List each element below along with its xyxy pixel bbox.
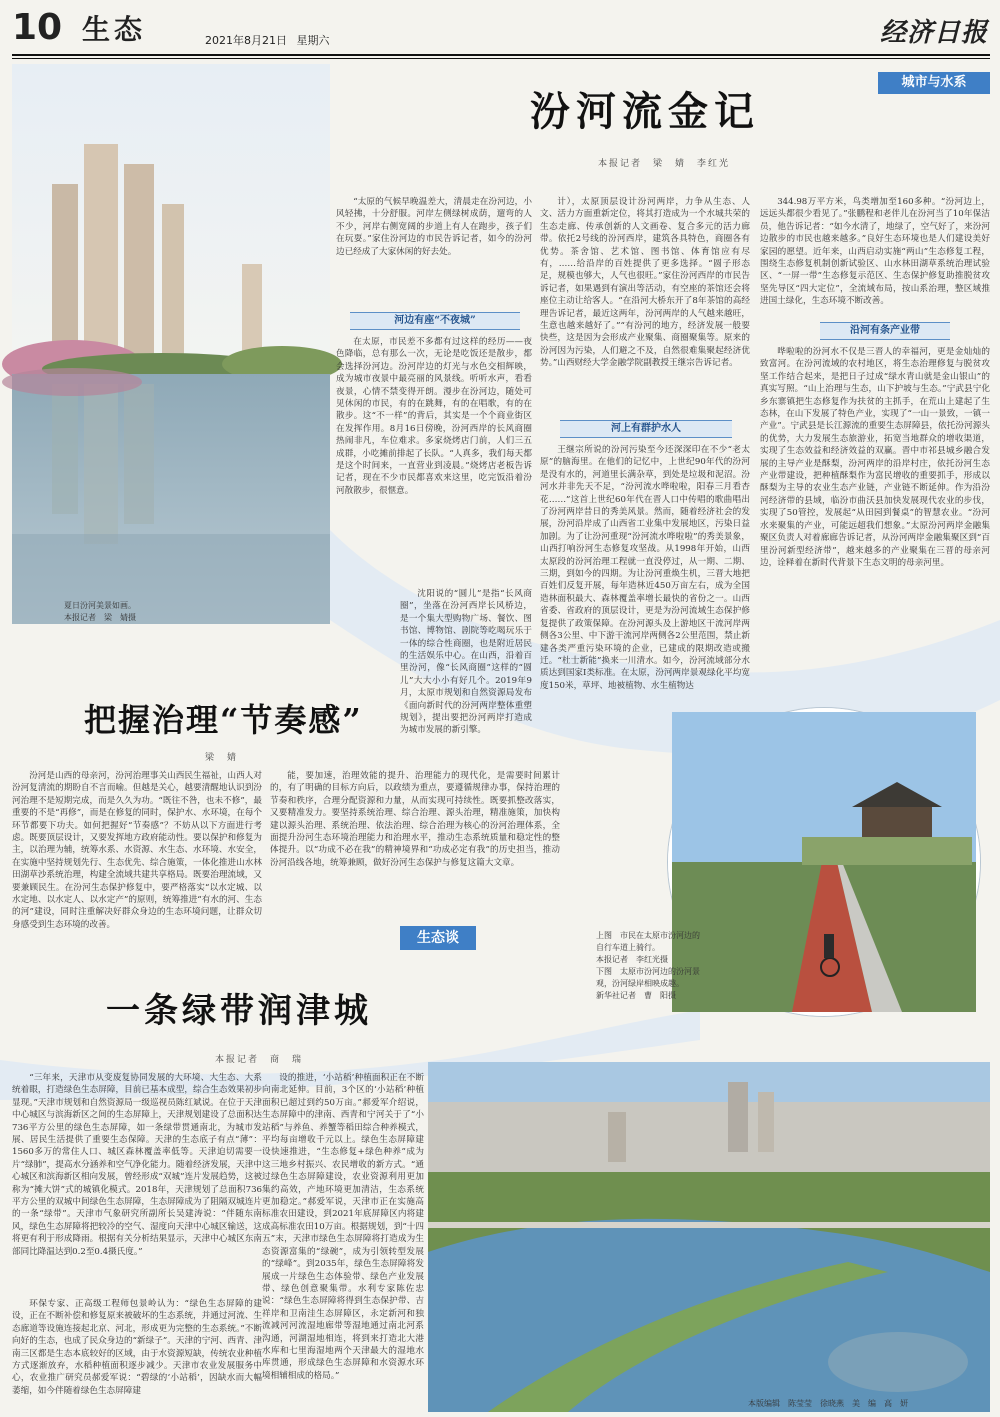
photo-aerial-green-belt <box>428 1062 990 1412</box>
header-rule <box>12 54 990 56</box>
date-text: 2021年8月21日 <box>205 34 287 47</box>
article1-subhead-1: 河边有座“不夜城” <box>350 312 520 330</box>
article1-intro <box>336 196 532 306</box>
article1-subhead-3: 沿河有条产业带 <box>820 322 950 340</box>
column-2-text: 沈阳说的“圆儿”是指“长风商圈”，坐落在汾河西岸长风桥边，是一个集大型购物广场、餐饮、图书馆、博物馆、剧院等吃喝玩乐于一体的综合性商圈，也是附近居民的生活娱乐中心。在山西，沿着百里汾河，像“长风商圈”这样的“圆儿”大大小小有好几个。2019年9月，太原市规划和自然资源局发布《面向新时代的汾河两岸整体重塑规划》，提出要把汾河两岸打造成为城市发展的新引擎。 <box>400 589 532 736</box>
article2-column-1-text: 汾河是山西的母亲河，汾河治理事关山西民生福祉，山西人对汾河复清流的期盼自不言而喻。但越是关心，越要清醒地认识到汾河治理不是短期完成，而是久久为功。“既往不咎，也未不修”，最重要的不是“再修”，而是在修复的同时，保护水、水环境，在每个环节都要下功夫。如何把握好“节奏感”？不妨从以下方面进行考虑。既要顶层设计，又要发挥地方政府能动性。要以保护和修复为主，以治理为辅，统筹水系、水资源、水生态、水环境、水安全，在实施中坚持规划先行、生态优先、综合施策，一体化推进山水林田湖草沙系统治理，构建全流域共建共享格局。既要治理流域，又要兼顾民生。在汾河生态保护修复中，要严格落实“以水定城、以水定地、以水定人、以水定产”的原则，统筹推进“有水的河、生态的河”建设，同时注重解决好群众身边的生态环境问题，让群众切身感受到生态环境的改善。 <box>12 771 262 930</box>
article3-column-2 <box>262 1072 424 1410</box>
column-4b-text: 哗啦啦的汾河水不仅是三晋人的幸福河，更是金灿灿的致富河。在汾河流域的农村地区，将生态治理修复与脱贫攻坚工作结合起来，是把日子过成“绿水青山就是金山银山”的真实写照。“山上治理与生态，山下护坡与生态。”宁武县宁化乡东寨镇把生态修复作为扶贫的主抓手，在荒山上建起了生态林，在山下发展了特色产业，实现了“一山一景致，一镇一产业”。宁武县是长江源流的重要生态屏障县，依托汾河源头的优势，大力发展生态旅游业，拓宽当地群众的增收渠道，实现了生态效益和经济效益的双赢。晋中市祁县城乡融合发展的主导产业是酥梨，汾河两岸的沿岸村庄，依托汾河生态产业带建设，把种植酥梨作为富民增收的重要抓手，形成以酥梨为主导的农业生态产业链，产业链不断延伸。作为沿汾河经济带的县域，临汾市曲沃县加快发展现代农业的步伐，实现了50管控，发展起“从田园到餐桌”的智慧农业。“汾河水来聚集的产业，可能远超我们想象。”太原汾河两岸金融集聚区负责人对着廊廊告诉记者，从汾河两岸金融集聚区到“百里汾河新型经济带”，越来越多的产业聚集在三晋的母亲河边，诠释着在新时代背景下生态文明的母亲河里。 <box>760 347 990 568</box>
article3-byline: 本报记者 商 瑞 <box>215 1055 304 1065</box>
header-rule-thin <box>12 58 990 59</box>
section-name: 生态 <box>82 13 147 46</box>
article1-column-4 <box>760 196 990 316</box>
article1-column-3 <box>540 196 750 416</box>
article3-column-2-text: 设的推进，‘小站稻’种植面积正在不断向南北延伸。目前，3个区的‘小站稻’种植面积已超过到约50万亩。”郝爱军介绍说，生态屏障中的津南、西青和宁河关于了“小站稻”与养鱼、养蟹等稻田综合种养模式，平均每亩增收千元以上。绿色生态屏障建设快速推进，“生态修复+绿色种养”成为这三地乡村振兴、农民增收的新方式。“通过绿色生态屏障建设，农业资源利用更加集约高效，产地环境更加清洁，生态系统更加稳定。”郝爱军说，天津市正在实施高标准农田建设，到2021年底屏障区内将建成高标准农田10万亩。根据规划，到“十四五”末，天津市绿色生态屏障将打造成为生态资源富集的“绿碗”，成为引领转型发展的“绿峰”。到2035年，绿色生态屏障将发展成一片绿色生态体验带、绿色产业发展带、绿色创意聚集带。水利专家陈佐忠说：“绿色生态屏障将得到生态保护带、吉祥岸和卫南洼生态屏障区，永定新河和独流减河河流湿地廊带等湿地通过南北河系沟通，河湖湿地相连，将到来打造北大港水库和七里海湿地两个天津最大的湿地水库贯通，形成绿色生态屏障和水资源水环境相辅相成的格局。” <box>262 1073 424 1381</box>
column-4-text: 344.98万平方米，鸟类增加至160多种。“汾河边上，远远头都很少看见了。”张鹏程和老伴儿在汾河当了10年保洁员，他告诉记者：“如今水清了，地绿了，空气好了，来汾河边散步的市民也越来越多。”良好生态环境也是人们建设美好家园的愿望。近年来，山西启动实施“两山”生态修复工程，围绕生态修复机制创新试验区、山水林田湖草系统治理试验区、“一屏一带”生态修复示范区、生态保护修复助推脱贫攻坚先导区“四大定位”，全流域布局，按山系治理，整区域推进国土绿化，生态环境不断改善。 <box>760 197 990 307</box>
photo-bike-lane <box>668 708 980 1016</box>
article1-column-3b <box>540 444 750 734</box>
photo-caption-right: 上图 市民在太原市汾河边的自行车道上骑行。 本报记者 李红光摄 下图 太原市汾河边的汾河景观，汾河绿岸相映成趣。 新华社记者 曹 阳摄 <box>596 931 700 1000</box>
section-band: 城市与水系 <box>878 72 990 94</box>
aerial-green-belt-illustration <box>428 1062 990 1412</box>
article2-column-2 <box>270 770 560 910</box>
article2-title: 把握治理“节奏感” <box>84 701 363 739</box>
article1-subhead-2: 河上有群护水人 <box>560 420 732 438</box>
article3-title: 一条绿带润津城 <box>106 991 372 1031</box>
newspaper-masthead: 经济日报 <box>880 18 989 48</box>
column-3b-text: 王继宗所说的汾河污染至今还深深印在不少“老太原”的脑海里。在他们的记忆中，上世纪90年代的汾河是没有水的，河道里长满杂草，到处是垃圾和泥沼。汾河水并非先天不足，“汾河流水哗啦啦，阳春三月看杏花……”这首上世纪60年代在晋人口中传唱的歌曲唱出了汾河两岸昔日的秀美风景。然而，随着经济社会的发展，汾河沿岸成了山西省工业集中发展地区，污染日益加剧。为了让汾河重现“汾河流水哗啦啦”的秀美景象，山西打响汾河生态修复攻坚战。从1998年开始，山西太原段的汾河治理工程就一直没停过，从一期、二期、三期，到如今的四期。为让汾河重焕生机，三晋大地把百姓们反复开展，每年造林近450万亩左右，成为全国造林面积最大、森林覆盖率增长最快的省份之一。山西省委、省政府的顶层设计，更是为汾河流域生态保护修复提供了政策保障。在汾河源头及上游地区干流河岸两侧各3公里、中下游干流河岸两侧各2公里范围，禁止新建各类严重污染环境的企业，已建成的限期改造或搬迁。“杜士新能”换来一川清水。如今，汾河流域部分水质达到国家Ⅰ类标准。在太原，汾河两岸景观绿化平均宽度150米，草坪、地被植物、水生植物达 <box>540 445 750 691</box>
page-number: 10 <box>12 7 63 48</box>
article3-column-1b-text: 环保专家、正高级工程师包景岭认为：“绿色生态屏障的建设，正在不断补偿和修复原来被破坏的生态系统，并通过河流、生态廊道等设施连接起北京、河北，形成更为完整的生态系统。”不断向好的生态，也成了民众身边的“新绿子”。天津的宁河、西青、津南三区都是生态本底较好的区域，由于水资源短缺，传统农业种植方式逐渐放弃，水稻种植面积逐步减少。天津市农业发展服务中心，农业推广研究员郝爱军说：“碧绿的‘小站稻’，因缺水而大幅萎缩，如今伴随着绿色生态屏障建 <box>12 1299 262 1396</box>
article2-author: 梁 婧 <box>205 753 239 763</box>
article3-column-1b <box>12 1298 262 1408</box>
photo-city-reflection <box>12 64 330 624</box>
article1-column-4b <box>760 346 990 646</box>
column-label: 生态谈 <box>400 926 476 950</box>
city-reflection-illustration <box>12 64 330 624</box>
column-3-text: 计），太原顶层设计汾河两岸，力争从生态、人文、活力方面重新定位，将其打造成为一个水城共荣的生态走廊、传承创新的人文画卷、复合多元的活力廊带。依托2号线的汾河西岸，建筑各具特色，商圈各有优势。茶舍馆、艺术馆、图书馆、体育馆应有尽有，……给沿岸的百姓提供了更多选择。“圆子形态足，规模也够大，人气也很旺。”家住汾河西岸的市民告诉记者，如果遇到有演出等活动，有空座的茶馆还会将座位主动让给客人。“在沿河大桥东开了8年茶馆的高经理告诉记者，最近这两年，汾河两岸的人气越来越旺，生意也越来越好了。”“有汾河的地方，经济发展一般要快些，这是因为会形成产业聚集、商圈聚集等。原来的汾河因为污染，人们避之不及，自然很难集聚起经济优势。”山西财经大学金融学院副教授王继宗告诉记者。 <box>540 197 750 369</box>
issue-date <box>205 32 330 48</box>
photo-caption-top: 夏日汾河美景如画。 本报记者 梁 婧摄 <box>64 601 136 622</box>
article3-column-1 <box>12 1072 262 1294</box>
intro-text: “太原的气候早晚温差大，清晨走在汾河边，小风轻拂，十分舒服。河岸左侧绿树成荫，遛弯的人不少，河岸右侧宽阔的步道上有人在跑步，孩子们在玩耍。”家住汾河边的市民告诉记者，如今的汾河边已经成了大家休闲的好去处。 <box>336 197 532 257</box>
article1-title: 汾河流金记 <box>530 88 760 135</box>
article3-column-1-text: “三年来，天津市从变废复协同发展的大环境、大生态、大系统着眼，打造绿色生态屏障，目前已基本成型，综合生态效果初步显现。”天津市规划和自然资源局一级巡视员陈红斌说。在位于天津中心城区与滨海新区之间的生态屏障上，天津规划建设了总面积达736平方公里的绿色生态屏障，如一条绿带贯通南北，为城市发展、居民生活提供了重要生态保障。天津的生态底子有点“薄”：1560多万的常住人口、城区森林覆盖率低等。天津迫切需要一片“绿肺”，提高水分涵养和空气净化能力。随着经济发展，天津中心城区和滨海新区相向发展，曾经形成“双城”连片发展趋势，这被称为“摊大饼”式的城镇化模式。2018年，天津规划了总面积736平方公里的双城中间绿色生态屏障，生态屏障成为了阻隔双城连片的一条“绿带”。天津市气象研究所副所长吴建涛说：“伴随东南风，绿色生态屏障将把较冷的空气、湿度向天津中心城区输送，这将更有利于形成降雨。根据有关分析结果显示，天津中心城区东南部同比降温达到0.2至0.4摄氏度。” <box>12 1073 262 1257</box>
article1-column-2 <box>400 588 532 736</box>
bike-lane-illustration <box>672 712 976 1012</box>
column-1-text: 在太原，市民差不多都有过这样的经历——夜色降临，总有那么一次，无论是吃饭还是散步，都会选择汾河边。汾河岸边的灯光与水色交相辉映，成为城市夜景中最亮丽的风景线。听听水声，看看夜景，心情不禁变得开朗。漫步在汾河边，随处可见休闲的市民，有的在跳舞，有的在唱歌，有的在散步。这“不一样”的背后，其实是一个个商业街区在发挥作用。8月16日傍晚，汾河西岸的长风商圈热闹非凡，车位难求。多家烧烤店门前，人们三五成群，小吃摊前排起了长队。“人真多，我们每天都是这个时间来，一直营业到凌晨。”烧烤店老板告诉记者，现在不少市民都喜欢来这里，吃完饭沿着汾河散散步，很惬意。 <box>336 337 532 496</box>
article1-column-1 <box>336 336 532 584</box>
article2-column-1 <box>12 770 262 996</box>
weekday-text: 星期六 <box>296 34 330 47</box>
article1-byline: 本报记者 梁 婧 李红光 <box>598 159 731 169</box>
editor-credits: 本版编辑 陈莹莹 徐晓燕 美 编 高 妍 <box>748 1399 908 1408</box>
article2-column-2-text: 能，要加速，治理效能的提升、治理能力的现代化，是需要时间累计的，有了明确的目标方向后，以政绩为重点，要遵循规律办事，保持治理的节奏和秩序，合理分配资源和力量，从而实现可持续性。既要抓整改落实，又要精准发力。要坚持系统治理、综合治理、源头治理，精准施策，加快构建以源头治理、系统治理、依法治理、综合治理为核心的汾河治理体系，全面提升汾河生态环境治理能力和治理水平，推动生态系统质量和稳定性的整体提升。以“功成不必在我”的精神境界和“功成必定有我”的历史担当，推动汾河沿线各地，统筹兼顾，做好汾河生态保护与修复这篇大文章。 <box>270 771 560 868</box>
